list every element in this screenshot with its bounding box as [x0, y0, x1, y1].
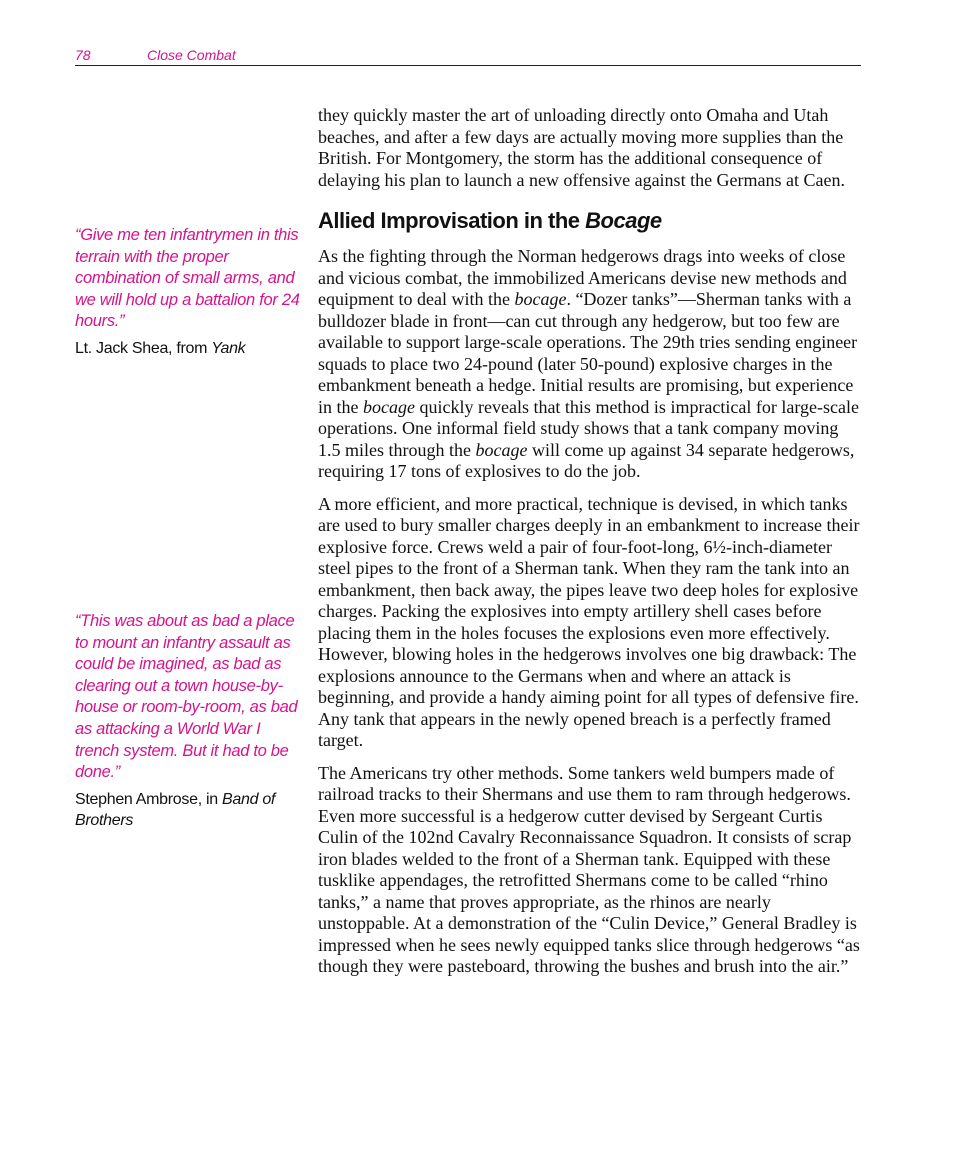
paragraph: A more efficient, and more practical, technique is devised, in which tanks are used to bury smaller charges deeply in an embankment to increase their explosive force. Crews weld a pair of four-foot-long, 6½-inch-diameter steel pipes to the front of a Sherman tank. When they ram the tank into an embankment, then back away, the pipes leave two deep holes for explosive charges. Packing the explosives into empty artillery shell cases before placing them in the holes focuses the explosions even more effectively. However, blowing holes in the hedgerows involves one big drawback: The explosions announce to the Germans when and where an attack is beginning, and provide a handy aiming point for all types of defensive fire. Any tank that appears in the newly opened breach is a perfectly framed target.	[318, 493, 860, 750]
main-column	[318, 105, 862, 989]
pull-quote: “This was about as bad a place to mount an infantry assault as could be imagined, as bad as clearing out a town house-by-house or room-by-room, as bad as attacking a World War I trench system. But it had to be done.”	[75, 612, 298, 782]
paragraph: they quickly master the art of unloading directly onto Omaha and Utah beaches, and after a few days are actually moving more supplies than the British. For Montgomery, the storm has the additional consequence of delaying his plan to launch a new offensive against the Germans at Caen.	[318, 105, 846, 190]
section-heading	[318, 208, 862, 234]
running-head	[75, 45, 861, 66]
attribution-source: Yank	[211, 339, 246, 357]
sidebar-quote-2	[75, 611, 300, 832]
paragraph: The Americans try other methods. Some tankers weld bumpers made of railroad tracks to their Shermans and use them to ram through hedgerows. Even more successful is a hedgerow cutter devised by Sergeant Curtis Culin of the 102nd Cavalry Reconnaissance Squadron. It consists of scrap iron blades welded to the front of a Sherman tank. Equipped with these tusklike appendages, the retrofitted Shermans come to be called “rhino tanks,” a name that proves appropriate, as the rhinos are nearly unstoppable. At a demonstration of the “Culin Device,” General Bradley is impressed when he sees newly equipped tanks slice through hedgerows “as though they were pasteboard, throwing the bushes and brush into the air.”	[318, 762, 860, 976]
attribution-name: Lt. Jack Shea, from	[75, 339, 212, 357]
attribution-source: Band of Brothers	[75, 790, 276, 830]
paragraph-text: . “Dozer tanks”—Sherman tanks with a bulldozer blade in front—can cut through any hedgerow, but too few are available to support large-scale operations. The 29th tries sending engineer squads to place two 24-pound (later 50-pound) explosive charges in the embankment beneath a hedge. Initial results are promising, but experience in the	[318, 289, 858, 417]
pull-quote: “Give me ten infantrymen in this terrain with the proper combination of small arms, and we will hold up a battalion for 24 hours.”	[75, 226, 300, 331]
page-number: 78	[75, 47, 91, 63]
heading-emphasis: Bocage	[585, 208, 662, 233]
book-title: Close Combat	[147, 47, 236, 63]
italic-term: bocage	[514, 289, 567, 309]
italic-term: bocage	[363, 396, 415, 417]
paragraph-text: As the fighting through the Norman hedgerows drags into weeks of close and vicious combat, the immobilized Americans devise new methods and equipment to deal with the	[318, 246, 847, 309]
paragraph-text: will come up against 34 separate hedgerows, requiring 17 tons of explosives to do the job.	[318, 439, 855, 481]
attribution-name: Stephen Ambrose, in	[75, 790, 222, 808]
paragraph-text: quickly reveals that this method is impractical for large-scale operations. One informal field study shows that a tank company moving 1.5 miles through the	[318, 396, 859, 460]
paragraph	[318, 246, 862, 483]
sidebar-quote-1	[75, 225, 300, 360]
heading-text: Allied Improvisation in the	[318, 208, 586, 233]
quote-attribution	[75, 789, 300, 832]
quote-attribution	[75, 338, 300, 360]
italic-term: bocage	[475, 439, 528, 460]
